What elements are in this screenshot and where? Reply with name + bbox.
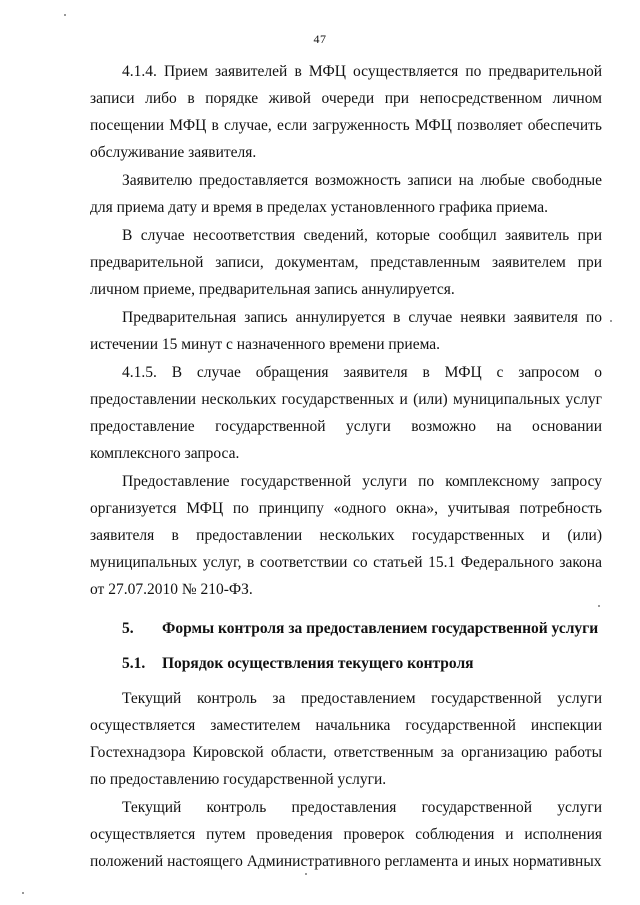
paragraph-current-control-responsible: Текущий контроль за предоставлением государственной услуги осуществляется заместителем начальника государственной инспекции Гостехнадзора Кировской области, ответственным за организацию работы по предоставлению государственной услуги. [90,690,602,788]
section-5-1-title: Порядок осуществления текущего контроля [162,655,474,672]
paragraph-booking-mismatch: В случае несоответствия сведений, которые сообщил заявитель при предварительной записи, документам, представленным заявителем при личном приеме, предварительная запись аннулируется. [90,227,602,298]
scan-speck [610,320,612,322]
section-5-1-heading [90,650,602,677]
paragraph-4-1-5: 4.1.5. В случае обращения заявителя в МФЦ с запросом о предоставлении нескольких государственных и (или) муниципальных услуг предоставление государственной услуги возможно на основании комплексного запроса. [90,364,602,462]
paragraph-booking-availability: Заявителю предоставляется возможность записи на любые свободные для приема дату и время в пределах установленного графика приема. [90,172,602,216]
section-5-title: Формы контроля за предоставлением государственной услуги [162,620,599,637]
paragraph-complex-request: Предоставление государственной услуги по комплексному запросу организуется МФЦ по принципу «одного окна», учитывая потребность заявителя в предоставлении нескольких государственных и (или) муниципальных услуг, в соответствии со статьей 15.1 Федерального закона от 27.07.2010 № 210-ФЗ. [90,473,602,598]
scan-speck [305,873,307,875]
section-5-1-number: 5.1. [122,655,146,672]
scan-speck [22,892,24,894]
paragraph-current-control-method: Текущий контроль предоставления государственной услуги осуществляется путем проведения проверок соблюдения и исполнения положений настоящего Административного регламента и иных нормативных [90,799,602,870]
document-body [90,58,602,876]
paragraph-booking-no-show: Предварительная запись аннулируется в случае неявки заявителя по истечении 15 минут с назначенного времени приема. [90,309,602,353]
section-5-heading [90,615,602,642]
scan-speck [64,14,66,16]
page-number: 47 [313,32,327,46]
paragraph-4-1-4: 4.1.4. Прием заявителей в МФЦ осуществляется по предварительной записи либо в порядке живой очереди при непосредственном личном посещении МФЦ в случае, если загруженность МФЦ позволяет обеспечить обслуживание заявителя. [90,63,602,161]
scan-speck [598,605,600,607]
section-5-number: 5. [122,620,134,637]
